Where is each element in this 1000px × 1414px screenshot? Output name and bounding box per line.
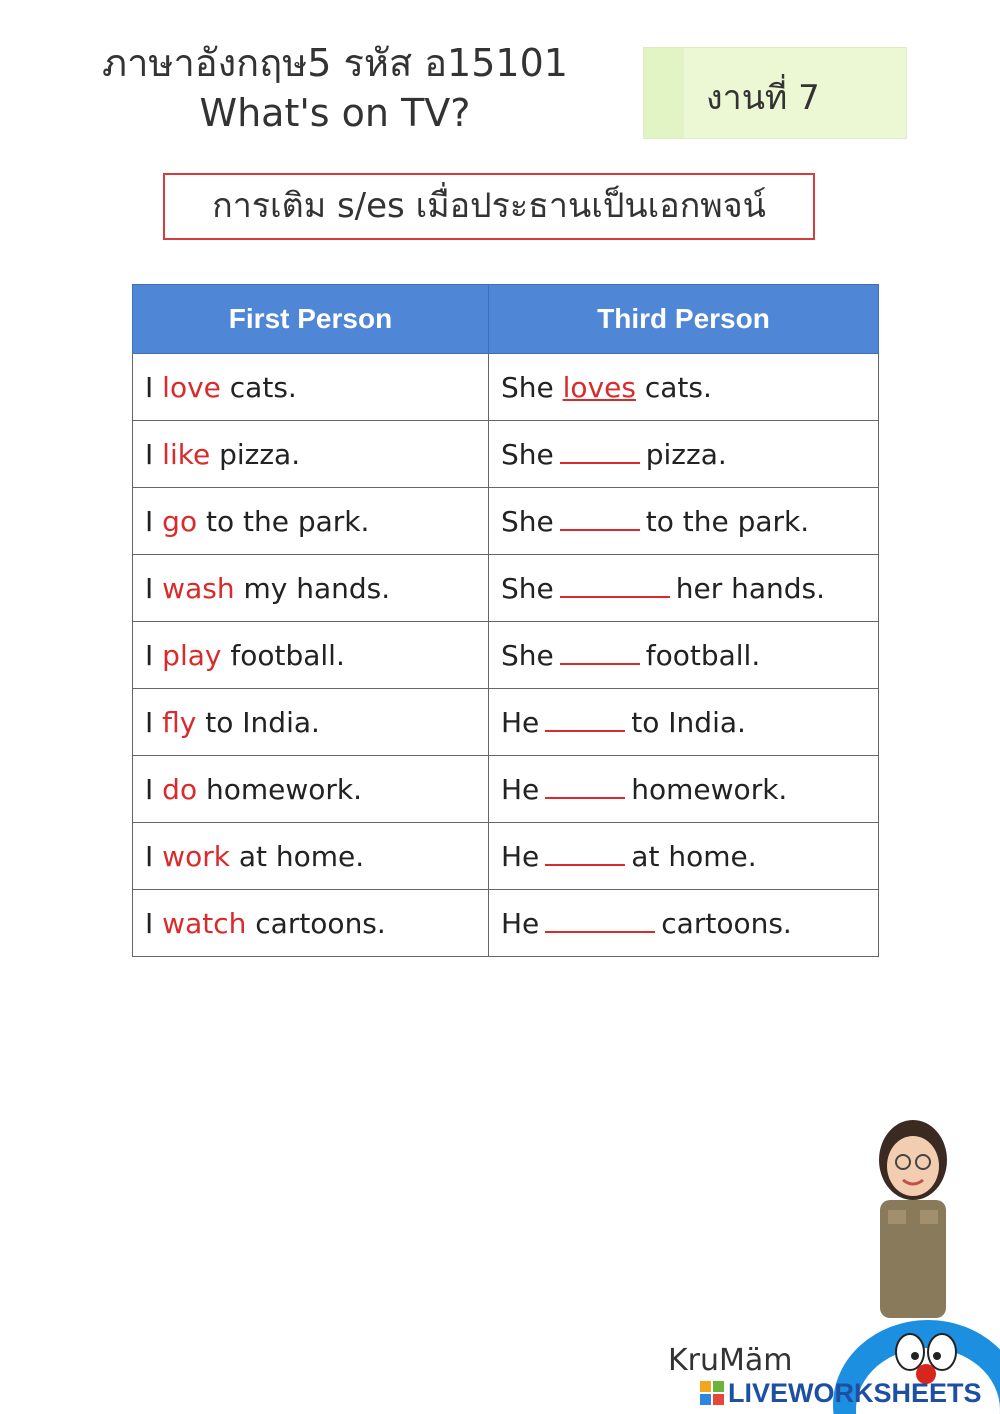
sentence-subject: I [145, 839, 163, 873]
first-person-sentence [133, 823, 489, 890]
sentence-subject: She [501, 638, 554, 672]
column-header-first-person: First Person [133, 285, 489, 354]
author-signature: KruMäm [668, 1343, 793, 1378]
sentence-subject: He [501, 772, 540, 806]
sentence-rest: cartoons. [246, 906, 386, 940]
sentence-subject: I [145, 437, 163, 471]
sentence-rest: homework. [631, 772, 788, 806]
third-person-sentence [489, 421, 879, 488]
base-verb: play [162, 638, 222, 672]
sentence-subject: He [501, 705, 540, 739]
third-person-sentence [489, 890, 879, 957]
table-row [133, 756, 879, 823]
table-row [133, 354, 879, 421]
column-header-third-person: Third Person [489, 285, 879, 354]
task-label: งานที่ 7 [706, 78, 820, 118]
first-person-sentence [133, 689, 489, 756]
base-verb: work [162, 839, 230, 873]
first-person-sentence [133, 421, 489, 488]
sentence-rest: homework. [197, 772, 363, 806]
sentence-rest: her hands. [675, 571, 826, 605]
conjugation-table [132, 284, 879, 957]
answer-blank[interactable] [560, 641, 640, 665]
table-row [133, 689, 879, 756]
sentence-rest: to India. [631, 705, 746, 739]
third-person-sentence [489, 488, 879, 555]
liveworksheets-icon [700, 1381, 724, 1405]
sentence-subject: I [145, 906, 163, 940]
base-verb: wash [162, 571, 235, 605]
sentence-rest: my hands. [234, 571, 391, 605]
task-box-strip [644, 48, 684, 138]
sentence-subject: She [501, 571, 554, 605]
example-answer: loves [562, 370, 636, 404]
sentence-rest: to India. [196, 705, 320, 739]
sentence-subject: I [145, 571, 163, 605]
sentence-subject: I [145, 705, 163, 739]
sentence-subject: He [501, 839, 540, 873]
third-person-sentence [489, 555, 879, 622]
first-person-sentence [133, 488, 489, 555]
sentence-rest: at home. [229, 839, 365, 873]
answer-blank[interactable] [560, 574, 670, 598]
sentence-subject: He [501, 906, 540, 940]
subject-line: ภาษาอังกฤษ5 รหัส อ15101 [102, 41, 568, 85]
sentence-rest: pizza. [210, 437, 301, 471]
first-person-sentence [133, 756, 489, 823]
sentence-subject: She [501, 504, 554, 538]
sentence-subject: She [501, 437, 554, 471]
lesson-title: What's on TV? [199, 91, 471, 135]
grammar-rule-box: การเติม s/es เมื่อประธานเป็นเอกพจน์ [163, 173, 815, 240]
base-verb: love [162, 370, 221, 404]
third-person-sentence [489, 689, 879, 756]
table-header-row [133, 285, 879, 354]
base-verb: fly [162, 705, 197, 739]
table-row [133, 421, 879, 488]
sentence-rest: to the park. [197, 504, 370, 538]
sentence-rest: to the park. [645, 504, 810, 538]
answer-blank[interactable] [545, 708, 625, 732]
first-person-sentence [133, 622, 489, 689]
sentence-subject: I [145, 370, 163, 404]
table-row [133, 890, 879, 957]
sentence-subject: She [501, 370, 563, 404]
first-person-sentence [133, 555, 489, 622]
first-person-sentence [133, 890, 489, 957]
third-person-sentence [489, 354, 879, 421]
answer-blank[interactable] [560, 507, 640, 531]
sentence-rest: pizza. [645, 437, 727, 471]
answer-blank[interactable] [545, 909, 655, 933]
base-verb: watch [162, 906, 247, 940]
sentence-rest: cartoons. [661, 906, 792, 940]
sentence-subject: I [145, 504, 163, 538]
table-row [133, 488, 879, 555]
answer-blank[interactable] [545, 842, 625, 866]
table-row [133, 823, 879, 890]
sentence-subject: I [145, 638, 163, 672]
base-verb: do [162, 772, 198, 806]
sentence-rest: cats. [635, 370, 712, 404]
base-verb: like [162, 437, 211, 471]
third-person-sentence [489, 756, 879, 823]
liveworksheets-logo [700, 1376, 982, 1410]
sentence-rest: football. [221, 638, 345, 672]
sentence-rest: football. [645, 638, 761, 672]
third-person-sentence [489, 622, 879, 689]
table-row [133, 622, 879, 689]
teacher-avatar-illustration [858, 1118, 968, 1318]
liveworksheets-wordmark: LIVEWORKSHEETS [728, 1377, 982, 1408]
task-label-box [643, 47, 907, 139]
base-verb: go [162, 504, 198, 538]
answer-blank[interactable] [545, 775, 625, 799]
sentence-rest: at home. [631, 839, 757, 873]
third-person-sentence [489, 823, 879, 890]
answer-blank[interactable] [560, 440, 640, 464]
sentence-rest: cats. [220, 370, 297, 404]
sentence-subject: I [145, 772, 163, 806]
first-person-sentence [133, 354, 489, 421]
table-row [133, 555, 879, 622]
worksheet-heading [100, 38, 570, 138]
